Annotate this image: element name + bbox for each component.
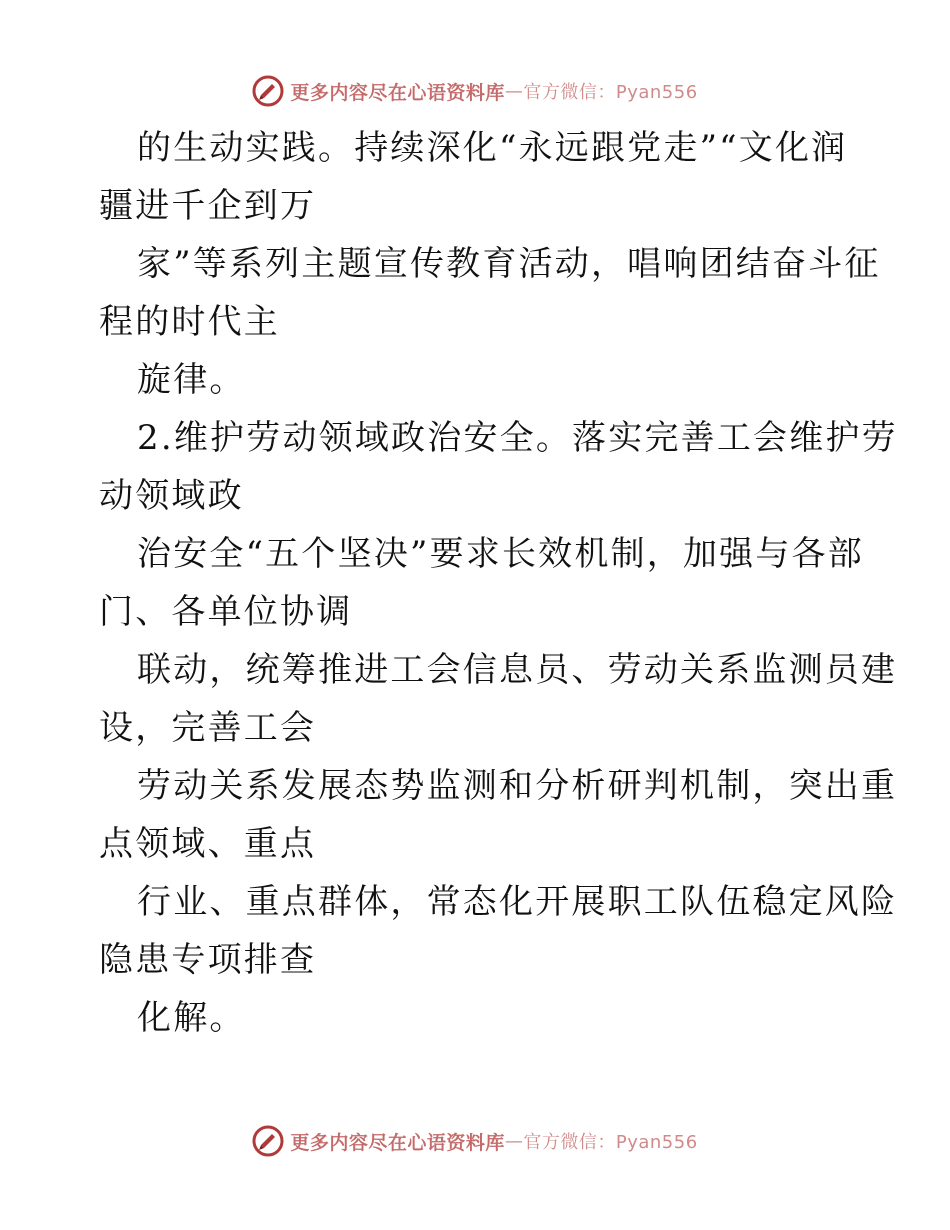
- text-line: 治安全“五个坚决”要求长效机制，加强与各部: [137, 534, 864, 574]
- watermark-sub-text: 官方微信：Pyan556: [523, 1132, 698, 1153]
- footer-watermark: [0, 1121, 950, 1161]
- text-line: 门、各单位协调: [99, 592, 353, 632]
- watermark-sub-text: 官方微信：Pyan556: [523, 82, 698, 103]
- text-line: 动领域政: [99, 476, 244, 516]
- text-line: 劳动关系发展态势监测和分析研判机制，突出重: [137, 766, 898, 806]
- watermark-main-text: 更多内容尽在心语资料库: [290, 1131, 505, 1154]
- watermark-dash: —: [504, 80, 524, 102]
- text-line: 行业、重点群体，常态化开展职工队伍稳定风险: [137, 882, 898, 922]
- logo-icon: [252, 1125, 284, 1157]
- text-line: 旋律。: [137, 360, 246, 400]
- watermark-dash: —: [504, 1130, 524, 1152]
- text-line: 点领域、重点: [99, 824, 317, 864]
- text-line: 的生动实践。持续深化“永远跟党走”“文化润: [137, 128, 848, 168]
- text-line: 疆进千企到万: [99, 186, 317, 226]
- text-line: 联动，统筹推进工会信息员、劳动关系监测员建: [137, 650, 898, 690]
- text-line: 程的时代主: [99, 302, 280, 342]
- logo-icon: [252, 75, 284, 107]
- text-line: 家”等系列主题宣传教育活动，唱响团结奋斗征: [137, 244, 881, 284]
- text-line: 设，完善工会: [99, 708, 317, 748]
- header-watermark: [0, 71, 950, 111]
- text-line: 隐患专项排查: [99, 940, 317, 980]
- text-line: 2.维护劳动领域政治安全。落实完善工会维护劳: [137, 418, 898, 458]
- text-line: 化解。: [137, 998, 246, 1038]
- watermark-main-text: 更多内容尽在心语资料库: [290, 81, 505, 104]
